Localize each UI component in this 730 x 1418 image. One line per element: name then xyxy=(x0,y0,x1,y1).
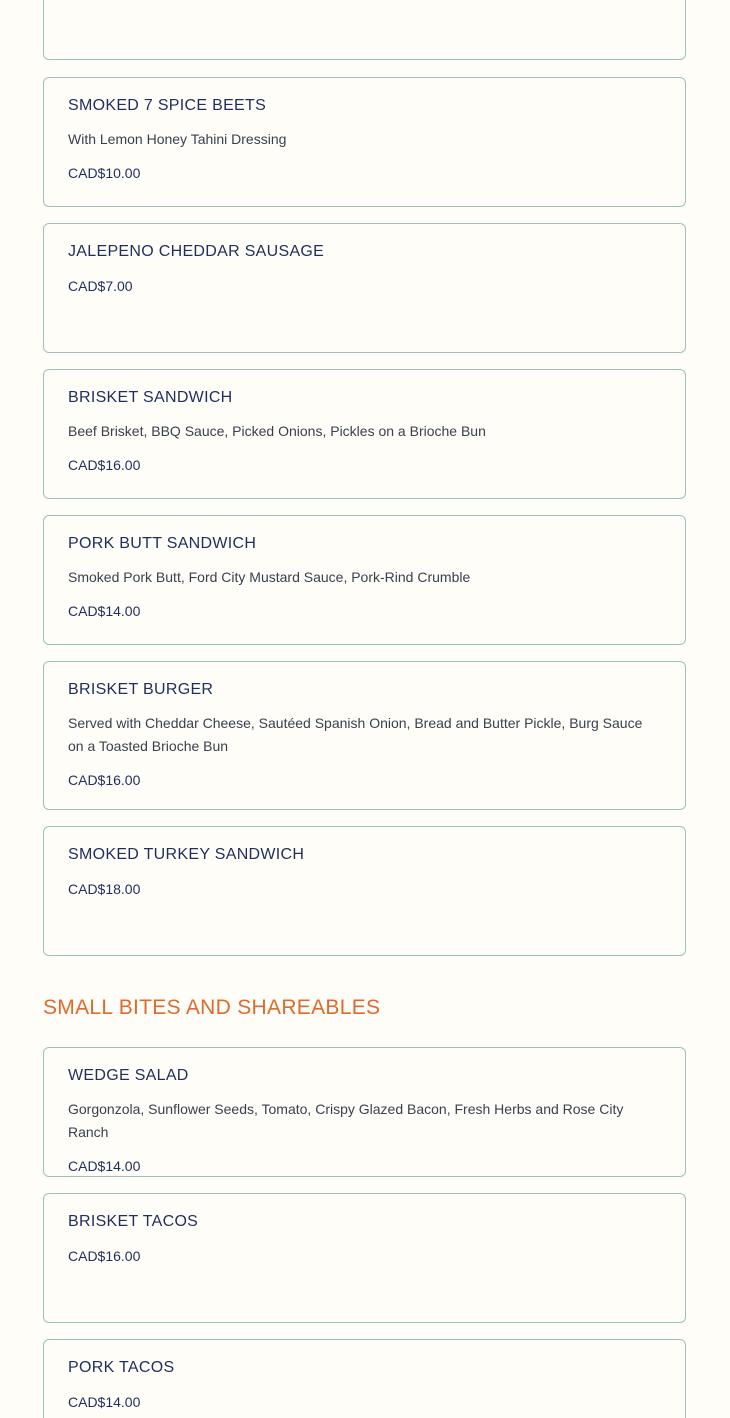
menu-item-name: PORK BUTT SANDWICH xyxy=(68,535,257,552)
menu-item-price: CAD$18.00 xyxy=(68,881,141,897)
menu-item-price: CAD$14.00 xyxy=(68,1394,141,1410)
menu-item-name: BRISKET SANDWICH xyxy=(68,389,233,406)
menu-item-description: Served with Cheddar Cheese, Sautéed Spanish Onion, Bread and Butter Pickle, Burg Sauce on a Toasted Brioche Bun xyxy=(68,715,643,754)
menu-item-price: CAD$16.00 xyxy=(68,1248,141,1264)
menu-item-name: JALEPENO CHEDDAR SAUSAGE xyxy=(68,243,325,260)
menu-item-name: BRISKET TACOS xyxy=(68,1213,199,1230)
menu-item-name: WEDGE SALAD xyxy=(68,1067,189,1084)
menu-item-description: Beef Brisket, BBQ Sauce, Picked Onions, Pickles on a Brioche Bun xyxy=(68,423,486,439)
menu-item-card[interactable] xyxy=(43,1193,686,1323)
menu-item-description: With Lemon Honey Tahini Dressing xyxy=(68,131,287,147)
menu-item-card[interactable] xyxy=(43,661,686,810)
menu-item-name: PORK TACOS xyxy=(68,1359,175,1376)
menu-item-price: CAD$14.00 xyxy=(68,1158,141,1174)
menu-item-card[interactable] xyxy=(43,1047,686,1177)
menu-item-price: CAD$14.00 xyxy=(68,603,141,619)
menu-item-card[interactable] xyxy=(43,515,686,645)
menu-item-name: SMOKED TURKEY SANDWICH xyxy=(68,846,305,863)
menu-item-description: Smoked Pork Butt, Ford City Mustard Sauce, Pork-Rind Crumble xyxy=(68,569,471,585)
menu-item-card[interactable] xyxy=(43,369,686,499)
menu-item-card[interactable] xyxy=(43,1339,686,1418)
menu-item-card[interactable] xyxy=(43,77,686,207)
menu-item-name: SMOKED 7 SPICE BEETS xyxy=(68,97,267,114)
menu-item-name: BRISKET BURGER xyxy=(68,681,214,698)
section-heading: SMALL BITES AND SHAREABLES xyxy=(43,996,381,1019)
menu-item-price: CAD$10.00 xyxy=(68,165,141,181)
menu-item-description: Gorgonzola, Sunflower Seeds, Tomato, Crispy Glazed Bacon, Fresh Herbs and Rose City Ranch xyxy=(68,1101,624,1140)
menu-item-price: CAD$16.00 xyxy=(68,772,141,788)
menu-item-card[interactable] xyxy=(43,223,686,353)
menu-item-price: CAD$16.00 xyxy=(68,457,141,473)
menu-item-card-partial[interactable] xyxy=(43,0,686,60)
menu-item-card[interactable] xyxy=(43,826,686,956)
menu-item-price: CAD$7.00 xyxy=(68,278,133,294)
